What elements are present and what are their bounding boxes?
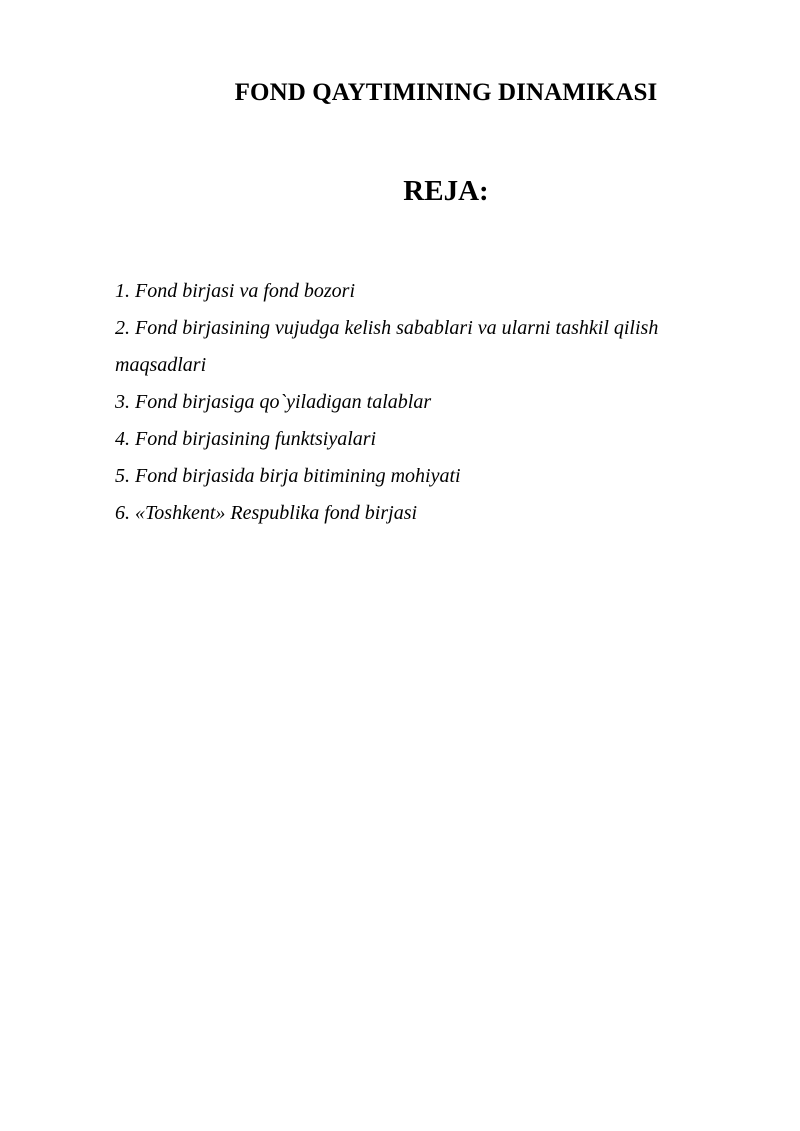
document-title: FOND QAYTIMINING DINAMIKASI	[234, 79, 658, 106]
plan-item-5: 5. Fond birjasida birja bitimining mohiyati	[115, 465, 461, 487]
plan-item-6: 6. «Toshkent» Respublika fond birjasi	[115, 502, 418, 524]
plan-item-1: 1. Fond birjasi va fond bozori	[115, 280, 356, 302]
plan-heading: REJA:	[403, 175, 489, 207]
plan-item-3: 3. Fond birjasiga qo`yiladigan talablar	[115, 391, 432, 413]
plan-item-2: 2. Fond birjasining vujudga kelish sabablari va ularni tashkil qilish maqsadlari	[115, 317, 659, 376]
plan-list	[115, 273, 725, 532]
plan-item-4: 4. Fond birjasining funktsiyalari	[115, 428, 377, 450]
